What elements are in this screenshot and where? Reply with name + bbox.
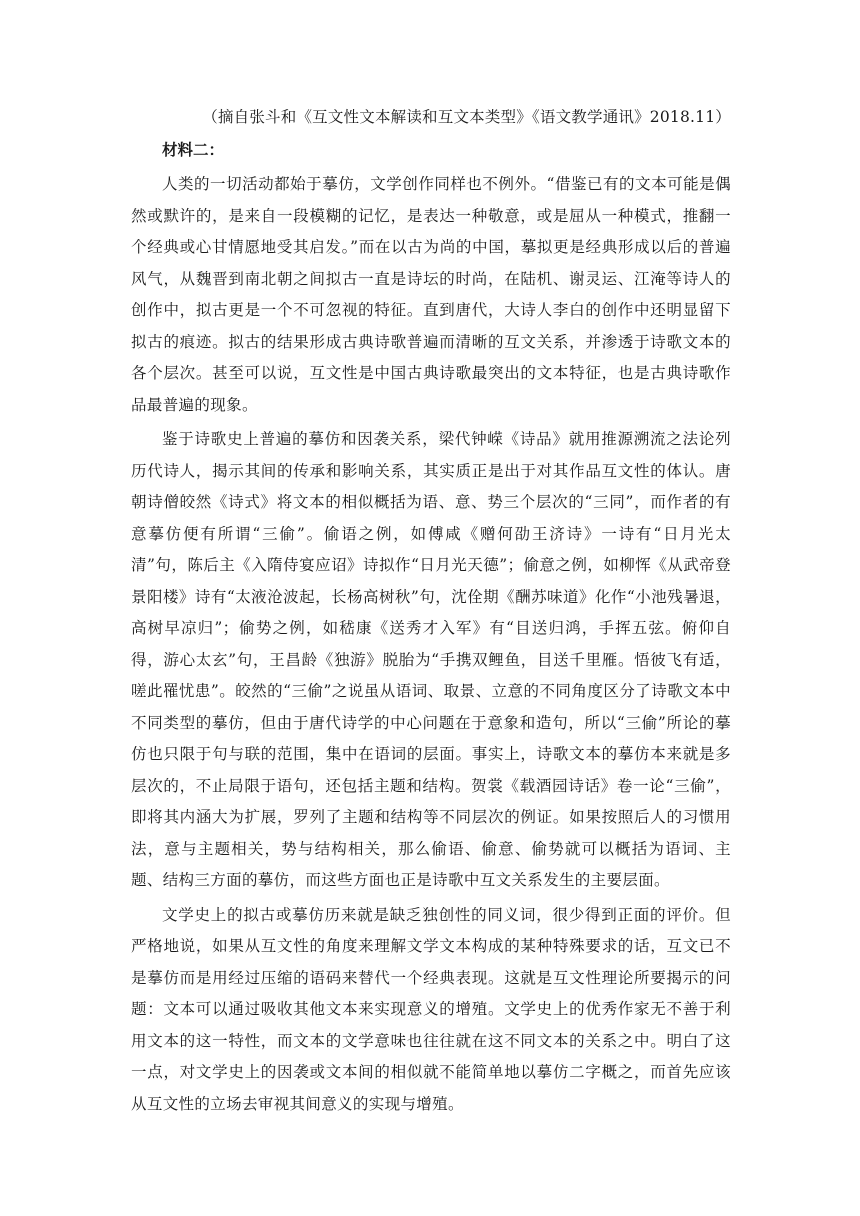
paragraph-2: 鉴于诗歌史上普遍的摹仿和因袭关系，梁代钟嵘《诗品》就用推源溯流之法论列历代诗人，揭示其间的传承和影响关系，其实质正是出于对其作品互文性的体认。唐朝诗僧皎然《诗式》将文本的相似概括为语、意、势三个层次的“三同”，而作者的有意摹仿便有所谓“三偷”。偷语之例，如傅咸《赠何劭王济诗》一诗有“日月光太清”句，陈后主《入隋侍宴应诏》诗拟作“日月光天德”；偷意之例，如柳恽《从武帝登景阳楼》诗有“太液沧波起，长杨高树秋”句，沈佺期《酬苏味道》化作“小池残暑退，高树早凉归”；偷势之例，如嵇康《送秀才入军》有“目送归鸿，手挥五弦。俯仰自得，游心太玄”句，王昌龄《独游》脱胎为“手携双鲤鱼，目送千里雁。悟彼飞有适，嗟此罹忧患”。皎然的“三偷”之说虽从语词、取景、立意的不同角度区分了诗歌文本中不同类型的摹仿，但由于唐代诗学的中心问题在于意象和造句，所以“三偷”所论的摹仿也只限于句与联的范围，集中在语词的层面。事实上，诗歌文本的摹仿本来就是多层次的，不止局限于语句，还包括主题和结构。贺裳《载酒园诗话》卷一论“三偷”，即将其内涵大为扩展，罗列了主题和结构等不同层次的例证。如果按照后人的习惯用法，意与主题相关，势与结构相关，那么偷语、偷意、偷势就可以概括为语词、主题、结构三方面的摹仿，而这些方面也正是诗歌中互文关系发生的主要层面。 [131, 430, 731, 889]
paragraph-3: 文学史上的拟古或摹仿历来就是缺乏独创性的同义词，很少得到正面的评价。但严格地说，如果从互文性的角度来理解文学文本构成的某种特殊要求的话，互文已不是摹仿而是用经过压缩的语码来替代一个经典表现。这就是互文性理论所要揭示的问题：文本可以通过吸收其他文本来实现意义的增殖。文学史上的优秀作家无不善于利用文本的这一特性，而文本的文学意味也往往就在这不同文本的关系之中。明白了这一点，对文学史上的因袭或文本间的相似就不能简单地以摹仿二字概之，而首先应该从互文性的立场去审视其间意义的实现与增殖。 [131, 905, 731, 1113]
paragraph-1: 人类的一切活动都始于摹仿，文学创作同样也不例外。“借鉴已有的文本可能是偶然或默许的，是来自一段模糊的记忆，是表达一种敬意，或是屈从一种模式，推翻一个经典或心甘情愿地受其启发。”而在以古为尚的中国，摹拟更是经典形成以后的普遍风气，从魏晋到南北朝之间拟古一直是诗坛的时尚，在陆机、谢灵运、江淹等诗人的创作中，拟古更是一个不可忽视的特征。直到唐代，大诗人李白的创作中还明显留下拟古的痕迹。拟古的结果形成古典诗歌普遍而清晰的互文关系，并渗透于诗歌文本的各个层次。甚至可以说，互文性是中国古典诗歌最突出的文本特征，也是古典诗歌作品最普遍的现象。 [131, 175, 731, 414]
document-body [131, 104, 731, 1120]
section-heading: 材料二： [162, 141, 225, 159]
source-citation: （摘自张斗和《互文性文本解读和互文本类型》《语文教学通讯》2018.11） [202, 108, 731, 126]
